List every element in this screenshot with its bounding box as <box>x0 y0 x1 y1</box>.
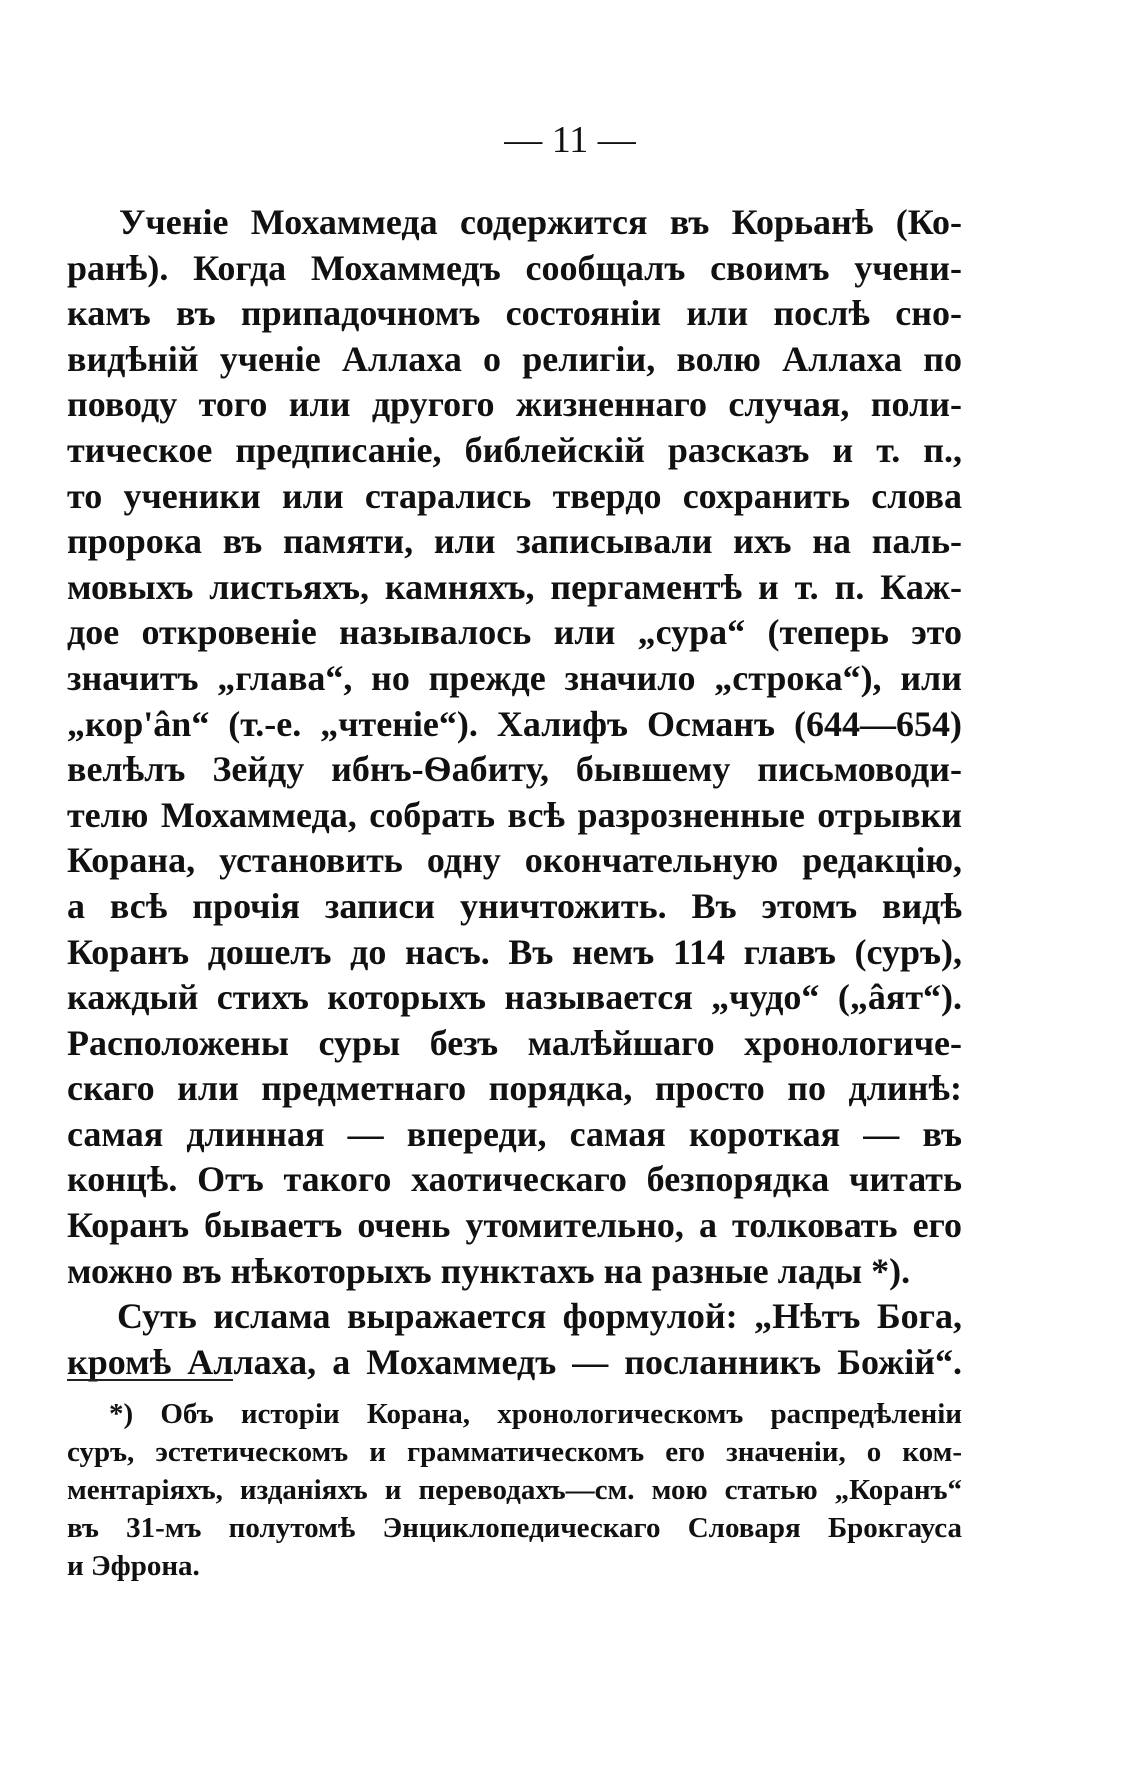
footnote-rule <box>67 1379 233 1381</box>
text-line: Корана, установить одну окончательную редакцію, <box>67 840 962 881</box>
text-line: скаго или предметнаго порядка, просто по длинѣ: <box>67 1068 962 1109</box>
footnote-line: ментаріяхъ, изданіяхъ и переводахъ—см. мою статью „Коранъ“ <box>67 1474 962 1506</box>
text-line: то ученики или старались твердо сохранить слова <box>67 475 962 516</box>
text-line: ранѣ). Когда Мохаммедъ сообщалъ своимъ учени- <box>67 247 962 288</box>
text-line: Ученіе Мохаммеда содержится въ Корьанѣ (Ко- <box>119 202 962 242</box>
text-line: каждый стихъ которыхъ называется „чудо“ („âят“). <box>67 977 962 1018</box>
footnote-line: и Эфрона. <box>67 1550 200 1582</box>
text-line: велѣлъ Зейду ибнъ-Ѳабиту, бывшему письмоводи- <box>67 749 962 790</box>
text-line: самая длинная — впереди, самая короткая — въ <box>67 1113 962 1154</box>
text-line: концѣ. Отъ такого хаотическаго безпорядка читать <box>67 1159 962 1200</box>
text-line: Коранъ бываетъ очень утомительно, а толковать его <box>67 1205 962 1246</box>
footnote-line: суръ, эстетическомъ и грамматическомъ его значеніи, о ком- <box>67 1436 962 1468</box>
body-text <box>67 200 962 1385</box>
text-line: камъ въ припадочномъ состояніи или послѣ сно- <box>67 293 962 334</box>
text-line: пророка въ памяти, или записывали ихъ на паль- <box>67 521 962 562</box>
footnote-line: *) Объ исторіи Корана, хронологическомъ распредѣленіи <box>109 1398 962 1430</box>
page-number: — 11 — <box>504 119 636 161</box>
text-line: Коранъ дошелъ до насъ. Въ немъ 114 главъ (суръ), <box>67 931 962 972</box>
text-line: тическое предписаніе, библейскій разсказъ и т. п., <box>67 429 962 470</box>
text-line: дое откровеніе называлось или „сура“ (теперь это <box>67 612 962 653</box>
text-line: можно въ нѣкоторыхъ пунктахъ на разные лады *). <box>67 1250 911 1291</box>
footnote-line: въ 31-мъ полутомѣ Энциклопедическаго Словаря Брокгауса <box>67 1512 962 1544</box>
text-line: мовыхъ листьяхъ, камняхъ, пергаментѣ и т. п. Каж- <box>67 566 962 607</box>
text-line: видѣній ученіе Аллаха о религіи, волю Аллаха по <box>67 338 962 379</box>
text-line: Расположены суры безъ малѣйшаго хронологиче- <box>67 1022 962 1063</box>
text-line: „кор'ân“ (т.-е. „чтеніе“). Халифъ Османъ (644—654) <box>67 703 962 744</box>
text-line: кромѣ Аллаха, а Мохаммедъ — посланникъ Божій“. <box>67 1341 962 1382</box>
text-line: Суть ислама выражается формулой: „Нѣтъ Бога, <box>117 1296 962 1337</box>
text-line: значитъ „глава“, но прежде значило „строка“), или <box>67 657 962 698</box>
text-line: а всѣ прочія записи уничтожить. Въ этомъ видѣ <box>67 885 962 926</box>
text-line: телю Мохаммеда, собрать всѣ разрозненные отрывки <box>67 794 962 835</box>
text-line: поводу того или другого жизненнаго случая, поли- <box>67 384 962 425</box>
footnote <box>67 1395 962 1585</box>
